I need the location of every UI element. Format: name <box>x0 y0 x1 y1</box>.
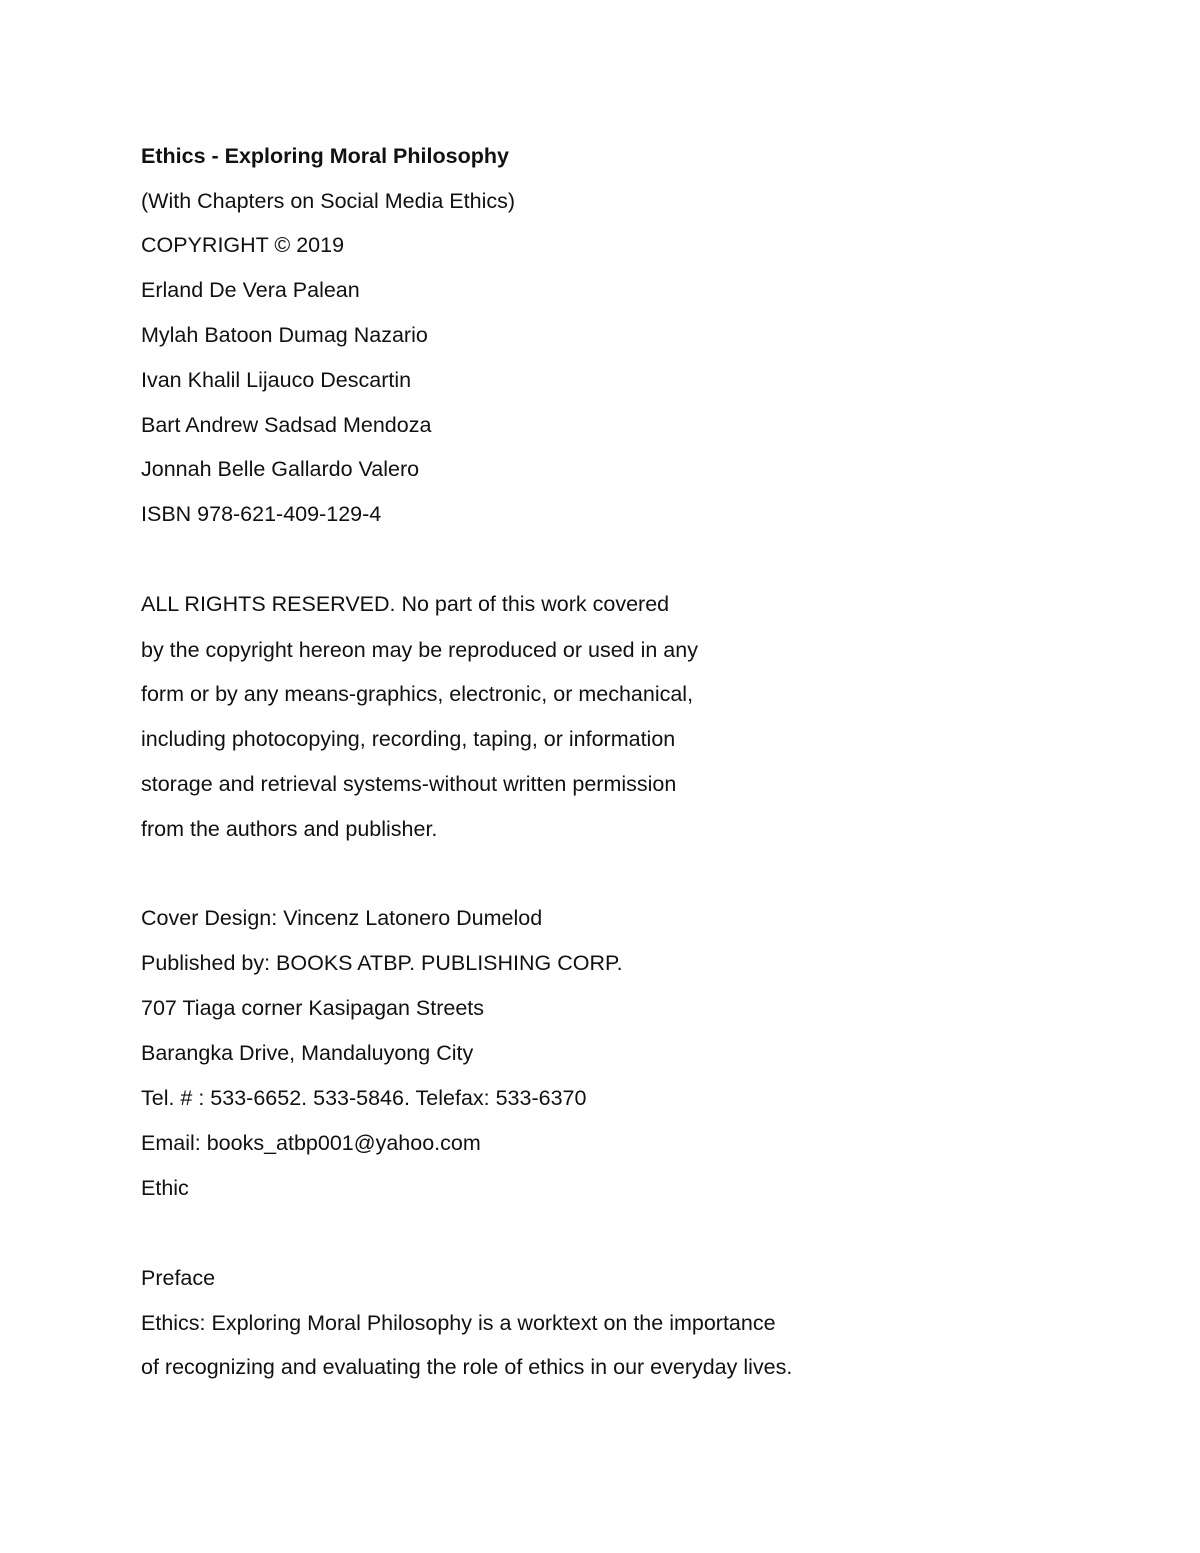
author-name: Bart Andrew Sadsad Mendoza <box>141 413 432 437</box>
cover-design-line: Cover Design: Vincenz Latonero Dumelod <box>141 906 543 930</box>
author-name: Jonnah Belle Gallardo Valero <box>141 457 420 481</box>
publisher-line: Published by: BOOKS ATBP. PUBLISHING CORP. <box>141 951 623 975</box>
address-line: 707 Tiaga corner Kasipagan Streets <box>141 996 485 1020</box>
rights-text-line: form or by any means-graphics, electronic, or mechanical, <box>141 682 694 706</box>
preface-text-line: of recognizing and evaluating the role of ethics in our everyday lives. <box>141 1355 793 1379</box>
stray-text-line: Ethic <box>141 1176 189 1200</box>
copyright-line: COPYRIGHT © 2019 <box>141 233 345 257</box>
document-title: Ethics - Exploring Moral Philosophy <box>141 144 509 168</box>
isbn-line: ISBN 978-621-409-129-4 <box>141 502 382 526</box>
author-name: Erland De Vera Palean <box>141 278 360 302</box>
author-name: Ivan Khalil Lijauco Descartin <box>141 368 412 392</box>
rights-text-line: ALL RIGHTS RESERVED. No part of this work covered <box>141 592 670 616</box>
preface-heading: Preface <box>141 1266 216 1290</box>
address-line: Barangka Drive, Mandaluyong City <box>141 1041 474 1065</box>
rights-text-line: including photocopying, recording, taping, or information <box>141 727 676 751</box>
rights-text-line: from the authors and publisher. <box>141 817 438 841</box>
phone-line: Tel. # : 533-6652. 533-5846. Telefax: 533-6370 <box>141 1086 587 1110</box>
rights-text-line: storage and retrieval systems-without written permission <box>141 772 677 796</box>
preface-text-line: Ethics: Exploring Moral Philosophy is a worktext on the importance <box>141 1311 776 1335</box>
email-line: Email: books_atbp001@yahoo.com <box>141 1131 481 1155</box>
document-subtitle: (With Chapters on Social Media Ethics) <box>141 189 516 213</box>
author-name: Mylah Batoon Dumag Nazario <box>141 323 428 347</box>
rights-text-line: by the copyright hereon may be reproduced or used in any <box>141 638 698 662</box>
